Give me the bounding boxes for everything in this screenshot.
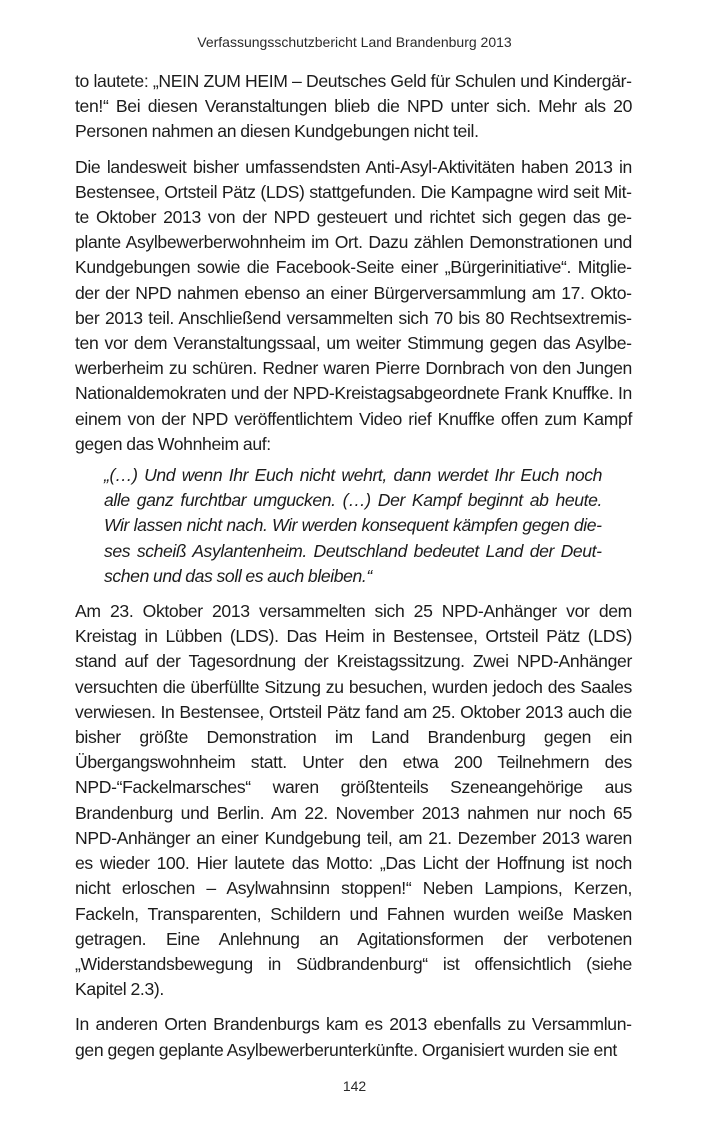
- page-number: 142: [342, 1078, 367, 1094]
- paragraph-1: to lautete: „NEIN ZUM HEIM – Deutsches Geld für Schulen und Kindergärten!“ Bei diesen Veranstaltungen blieb die NPD unter sich. Mehr als 20 Personen nahmen an diesen Kundgebungen nicht teil.: [75, 71, 632, 142]
- paragraph-2: Die landesweit bisher umfassendsten Anti-Asyl-Aktivitäten haben 2013 in Bestensee, Ortsteil Pätz (LDS) stattgefunden. Die Kampagne wird seit Mitte Oktober 2013 von der NPD gesteuert und richtet sich gegen das geplante Asylbewerberwohnheim im Ort. Dazu zählen Demonstrationen und Kundgebungen sowie die Facebook-Seite einer „Bürgerinitiative“. Mitglieder der NPD nahmen ebenso an einer Bürgerversammlung am 17. Oktober 2013 teil. Anschließend versammelten sich 70 bis 80 Rechtsextremisten vor dem Veranstaltungssaal, um weiter Stimmung gegen das Asylbewerberheim zu schüren. Redner waren Pierre Dornbrach von den Jungen Nationaldemokraten und der NPD-Kreistagsabgeordnete Frank Knuffke. In einem von der NPD veröffentlichtem Video rief Knuffke offen zum Kampf gegen das Wohnheim auf:: [75, 156, 632, 454]
- paragraph-4: In anderen Orten Brandenburgs kam es 2013 ebenfalls zu Versammlungen gegen geplante Asylbewerberunterkünfte. Organisiert wurden sie ent: [75, 1014, 632, 1060]
- paragraph-3: Am 23. Oktober 2013 versammelten sich 25 NPD-Anhänger vor dem Kreistag in Lübben (LDS). Das Heim in Bestensee, Ortsteil Pätz (LDS) stand auf der Tagesordnung der Kreistagssitzung. Zwei NPD-Anhänger versuchten die überfüllte Sitzung zu besuchen, wurden jedoch des Saales verwiesen. In Bestensee, Ortsteil Pätz fand am 25. Oktober 2013 auch die bisher größte Demonstration im Land Brandenburg gegen ein Übergangswohnheim statt. Unter den etwa 200 Teilnehmern des NPD-“Fackelmarsches“ waren größtenteils Szeneangehörige aus Brandenburg und Berlin. Am 22. November 2013 nahmen nur noch 65 NPD-Anhänger an einer Kundgebung teil, am 21. Dezember 2013 waren es wieder 100. Hier lautete das Motto: „Das Licht der Hoffnung ist noch nicht erloschen – Asylwahnsinn stoppen!“ Neben Lampions, Kerzen, Fackeln, Transparenten, Schildern und Fahnen wurden weiße Masken getragen. Eine Anlehnung an Agitationsformen der verbotenen „Widerstandsbewegung in Südbrandenburg“ ist offensichtlich (siehe Kapitel 2.3).: [75, 601, 632, 1000]
- block-quote: „(…) Und wenn Ihr Euch nicht wehrt, dann werdet Ihr Euch noch alle ganz furchtbar umgucken. (…) Der Kampf beginnt ab heute. Wir lassen nicht nach. Wir werden konsequent kämpfen gegen dieses scheiß Asylantenheim. Deutschland bedeutet Land der Deutschen und das soll es auch bleiben.“: [104, 465, 602, 586]
- body-text: [75, 69, 632, 1073]
- running-header: Verfassungsschutzbericht Land Brandenburg 2013: [197, 34, 512, 50]
